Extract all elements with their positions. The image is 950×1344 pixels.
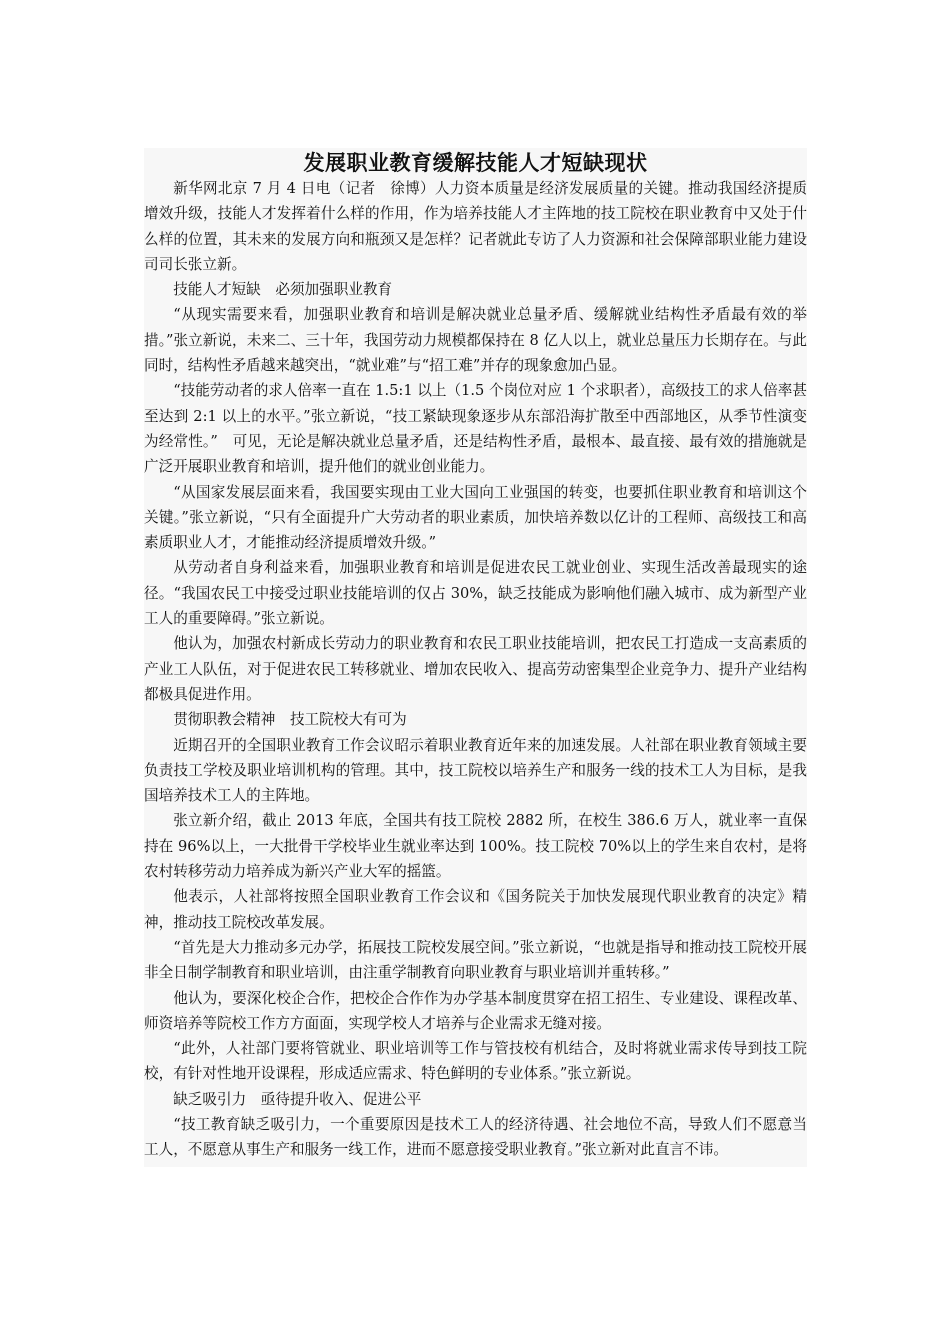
section-heading: 贯彻职教会精神 技工院校大有可为 xyxy=(173,711,407,729)
paragraph: 他认为，加强农村新成长劳动力的职业教育和农民工职业技能培训，把农民工打造成一支高素质的产业工人队伍，对于促进农民工转移就业、增加农民收入、提高劳动密集型企业竞争力、提升产业结构都极具促进作用。 xyxy=(144,635,807,703)
paragraph: “首先是大力推动多元办学，拓展技工院校发展空间。”张立新说，“也就是指导和推动技工院校开展非全日制学制教育和职业培训，由注重学制教育向职业教育与职业培训并重转移。” xyxy=(144,938,807,982)
paragraph: 近期召开的全国职业教育工作会议昭示着职业教育近年来的加速发展。人社部在职业教育领域主要负责技工学校及职业培训机构的管理。其中，技工院校以培养生产和服务一线的技术工人为目标，是我国培养技术工人的主阵地。 xyxy=(144,736,807,805)
section-heading: 技能人才短缺 必须加强职业教育 xyxy=(173,281,393,299)
paragraph: 他认为，要深化校企合作，把校企合作作为办学基本制度贯穿在招工招生、专业建设、课程改革、师资培养等院校工作方方面面，实现学校人才培养与企业需求无缝对接。 xyxy=(144,989,807,1032)
paragraph: 他表示，人社部将按照全国职业教育工作会议和《国务院关于加快发展现代职业教育的决定》精神，推动技工院校改革发展。 xyxy=(144,888,807,931)
article-title: 发展职业教育缓解技能人才短缺现状 xyxy=(303,151,648,175)
article-content xyxy=(144,176,807,1163)
paragraph: 张立新介绍，截止 2013 年底，全国共有技工院校 2882 所，在校生 386.6 万人，就业率一直保持在 96%以上，一大批骨干学校毕业生就业率达到 100%。技工院校 70%以上的学生来自农村，是将农村转移劳动力培养成为新兴产业大军的摇篮。 xyxy=(144,812,807,881)
article-body xyxy=(144,148,807,1167)
paragraph: “从国家发展层面来看，我国要实现由工业大国向工业强国的转变，也要抓住职业教育和培训这个关键。”张立新说，“只有全面提升广大劳动者的职业素质，加快培养数以亿计的工程师、高级技工和高素质职业人才，才能推动经济提质增效升级。” xyxy=(144,483,807,552)
paragraph: “技工教育缺乏吸引力，一个重要原因是技术工人的经济待遇、社会地位不高，导致人们不愿意当工人，不愿意从事生产和服务一线工作，进而不愿意接受职业教育。”张立新对此直言不讳。 xyxy=(144,1115,807,1159)
paragraph: 新华网北京 7 月 4 日电（记者 徐博）人力资本质量是经济发展质量的关键。推动我国经济提质增效升级，技能人才发挥着什么样的作用，作为培养技能人才主阵地的技工院校在职业教育中又处于什么样的位置，其未来的发展方向和瓶颈又是怎样？记者就此专访了人力资源和社会保障部职业能力建设司司长张立新。 xyxy=(144,180,807,273)
paragraph: 从劳动者自身利益来看，加强职业教育和培训是促进农民工就业创业、实现生活改善最现实的途径。“我国农民工中接受过职业技能培训的仅占 30%，缺乏技能成为影响他们融入城市、成为新型产业工人的重要障碍。”张立新说。 xyxy=(144,559,807,628)
section-heading: 缺乏吸引力 亟待提升收入、促进公平 xyxy=(173,1090,422,1108)
paragraph: “技能劳动者的求人倍率一直在 1.5:1 以上（1.5 个岗位对应 1 个求职者），高级技工的求人倍率甚至达到 2:1 以上的水平。”张立新说，“技工紧缺现象逐步从东部沿海扩散至中西部地区，从季节性演变为经常性。” 可见，无论是解决就业总量矛盾，还是结构性矛盾，最根本、最直接、最有效的措施就是广泛开展职业教育和培训，提升他们的就业创业能力。 xyxy=(144,382,807,476)
paragraph: “此外，人社部门要将管就业、职业培训等工作与管技校有机结合，及时将就业需求传导到技工院校，有针对性地开设课程，形成适应需求、特色鲜明的专业体系。”张立新说。 xyxy=(144,1040,807,1083)
paragraph: “从现实需要来看，加强职业教育和培训是解决就业总量矛盾、缓解就业结构性矛盾最有效的举措。”张立新说，未来二、三十年，我国劳动力规模都保持在 8 亿人以上，就业总量压力长期存在。与此同时，结构性矛盾越来越突出，“就业难”与“招工难”并存的现象愈加凸显。 xyxy=(144,306,807,375)
